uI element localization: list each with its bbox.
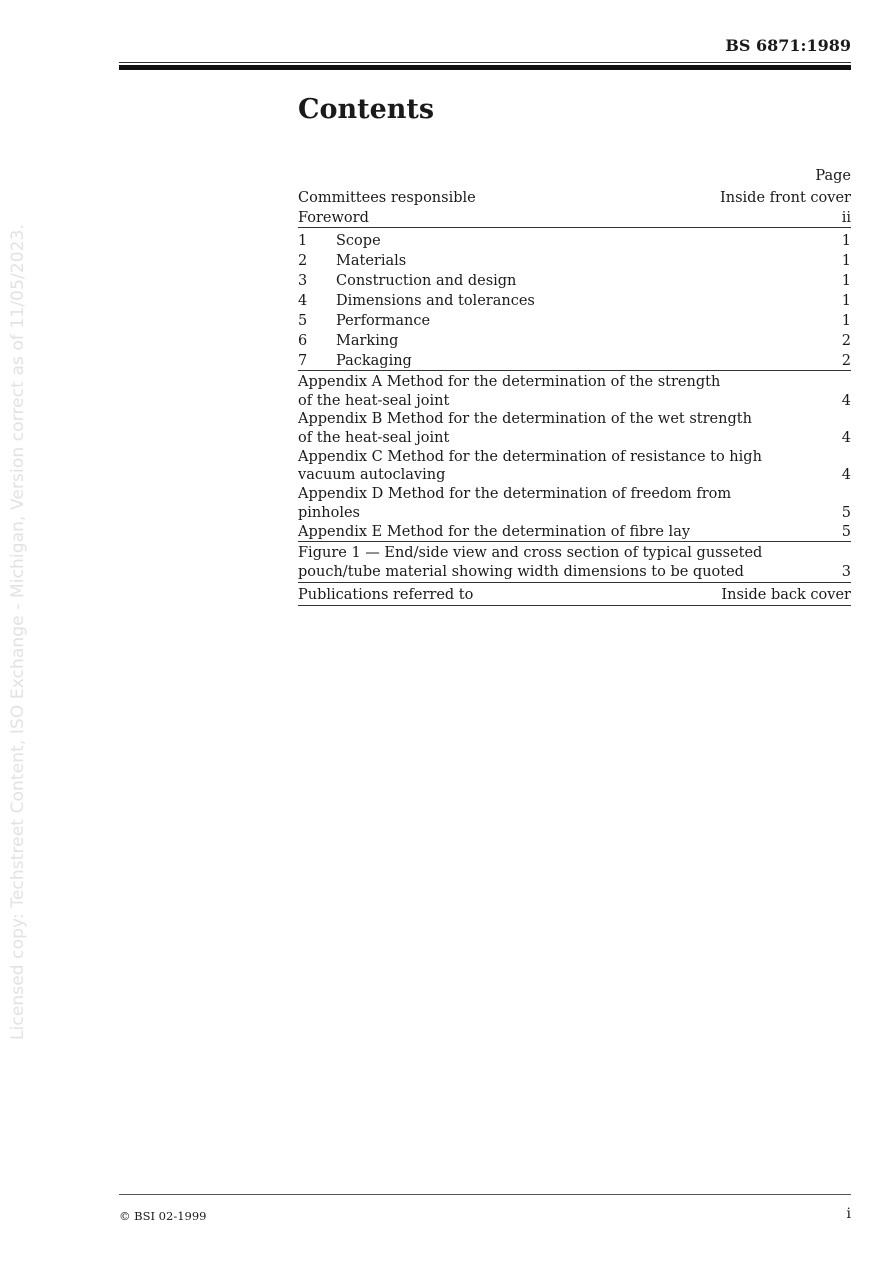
toc-entry-section[interactable] [298, 250, 851, 270]
toc-entry-page: 2 [841, 352, 851, 369]
toc-entry-label: Packaging [336, 352, 412, 369]
toc-entry-label: Scope [336, 232, 381, 249]
page-title: Contents [298, 94, 435, 125]
toc-entry-page: Inside front cover [720, 189, 851, 206]
toc-entry-page: 5 [841, 504, 851, 521]
toc-back-group [298, 582, 851, 606]
copyright-notice: © BSI 02-1999 [119, 1209, 207, 1223]
page-number: i [846, 1206, 851, 1222]
toc-entry-page: ii [841, 209, 851, 226]
toc-entry-label: Appendix D Method for the determination of freedom from [298, 486, 732, 503]
header-rule-thick [119, 65, 851, 70]
toc-entry-label-cont: pinholes [298, 504, 360, 521]
toc-entry-section[interactable] [298, 290, 851, 310]
toc-entry-page: 1 [841, 272, 851, 289]
toc-appendices-group [298, 370, 851, 541]
toc-entry-number: 1 [298, 232, 308, 249]
toc-entry-page: 4 [841, 467, 851, 484]
toc-entry-label: Appendix C Method for the determination of resistance to high [298, 448, 762, 465]
toc-entry-page: 1 [841, 292, 851, 309]
toc-entry-committees[interactable] [298, 187, 851, 207]
toc-entry-label-cont: vacuum autoclaving [298, 467, 446, 484]
toc-entry-number: 3 [298, 272, 308, 289]
toc-front-group [298, 187, 851, 227]
toc-sections-group [298, 227, 851, 370]
toc-entry-page: 1 [841, 312, 851, 329]
toc-entry-label: Foreword [298, 209, 369, 226]
toc-entry-appendix-c[interactable] [298, 448, 851, 485]
page-column-heading: Page [815, 168, 851, 184]
toc-entry-label: Dimensions and tolerances [336, 292, 535, 309]
toc-entry-number: 4 [298, 292, 308, 309]
toc-entry-section[interactable] [298, 230, 851, 250]
toc-entry-label: Appendix E Method for the determination of fibre lay [298, 523, 691, 540]
toc-entry-label: Publications referred to [298, 587, 474, 604]
toc-entry-appendix-b[interactable] [298, 410, 851, 447]
toc-entry-label: Performance [336, 312, 431, 329]
document-header [119, 36, 851, 70]
toc-entry-number: 2 [298, 252, 308, 269]
toc-entry-figure-1[interactable] [298, 544, 851, 581]
toc-entry-label-cont: of the heat-seal joint [298, 392, 450, 409]
toc-entry-label: Appendix A Method for the determination of the strength [298, 374, 721, 390]
toc-entry-label: Marking [336, 332, 399, 349]
toc-entry-appendix-a[interactable] [298, 373, 851, 410]
toc-entry-label-cont: pouch/tube material showing width dimensions to be quoted [298, 563, 744, 580]
toc-entry-label: Construction and design [336, 272, 517, 289]
toc-entry-label: Appendix B Method for the determination of the wet strength [298, 411, 752, 428]
toc-entry-page: 4 [841, 430, 851, 447]
toc-entry-foreword[interactable] [298, 207, 851, 227]
toc-entry-appendix-e[interactable] [298, 523, 851, 542]
toc-entry-page: 2 [841, 332, 851, 349]
toc-entry-label: Committees responsible [298, 189, 476, 206]
toc-entry-page: 4 [841, 392, 851, 409]
document-id: BS 6871:1989 [725, 36, 851, 55]
table-of-contents [298, 167, 851, 606]
toc-entry-page: Inside back cover [721, 587, 851, 604]
toc-entry-section[interactable] [298, 270, 851, 290]
watermark-text: Licensed copy: Techstreet Content, ISO Exchange - Michigan, Version correct as of 11/05/2023. [8, 223, 28, 1041]
toc-entry-appendix-d[interactable] [298, 485, 851, 522]
toc-entry-section[interactable] [298, 310, 851, 330]
toc-entry-number: 7 [298, 352, 308, 369]
toc-entry-publications[interactable] [298, 585, 851, 605]
toc-entry-page: 1 [841, 252, 851, 269]
toc-entry-label: Figure 1 — End/side view and cross section of typical gusseted [298, 545, 763, 562]
page-footer [119, 1194, 851, 1223]
toc-figures-group [298, 541, 851, 581]
toc-entry-page: 5 [841, 523, 851, 540]
toc-entry-page: 1 [841, 232, 851, 249]
toc-entry-label: Materials [336, 252, 407, 269]
toc-entry-label-cont: of the heat-seal joint [298, 430, 450, 447]
header-rule-thin [119, 62, 851, 63]
toc-entry-section[interactable] [298, 330, 851, 350]
license-watermark [0, 0, 30, 1263]
toc-entry-number: 5 [298, 312, 308, 329]
toc-entry-page: 3 [841, 563, 851, 580]
toc-entry-section[interactable] [298, 350, 851, 370]
toc-entry-number: 6 [298, 332, 308, 349]
